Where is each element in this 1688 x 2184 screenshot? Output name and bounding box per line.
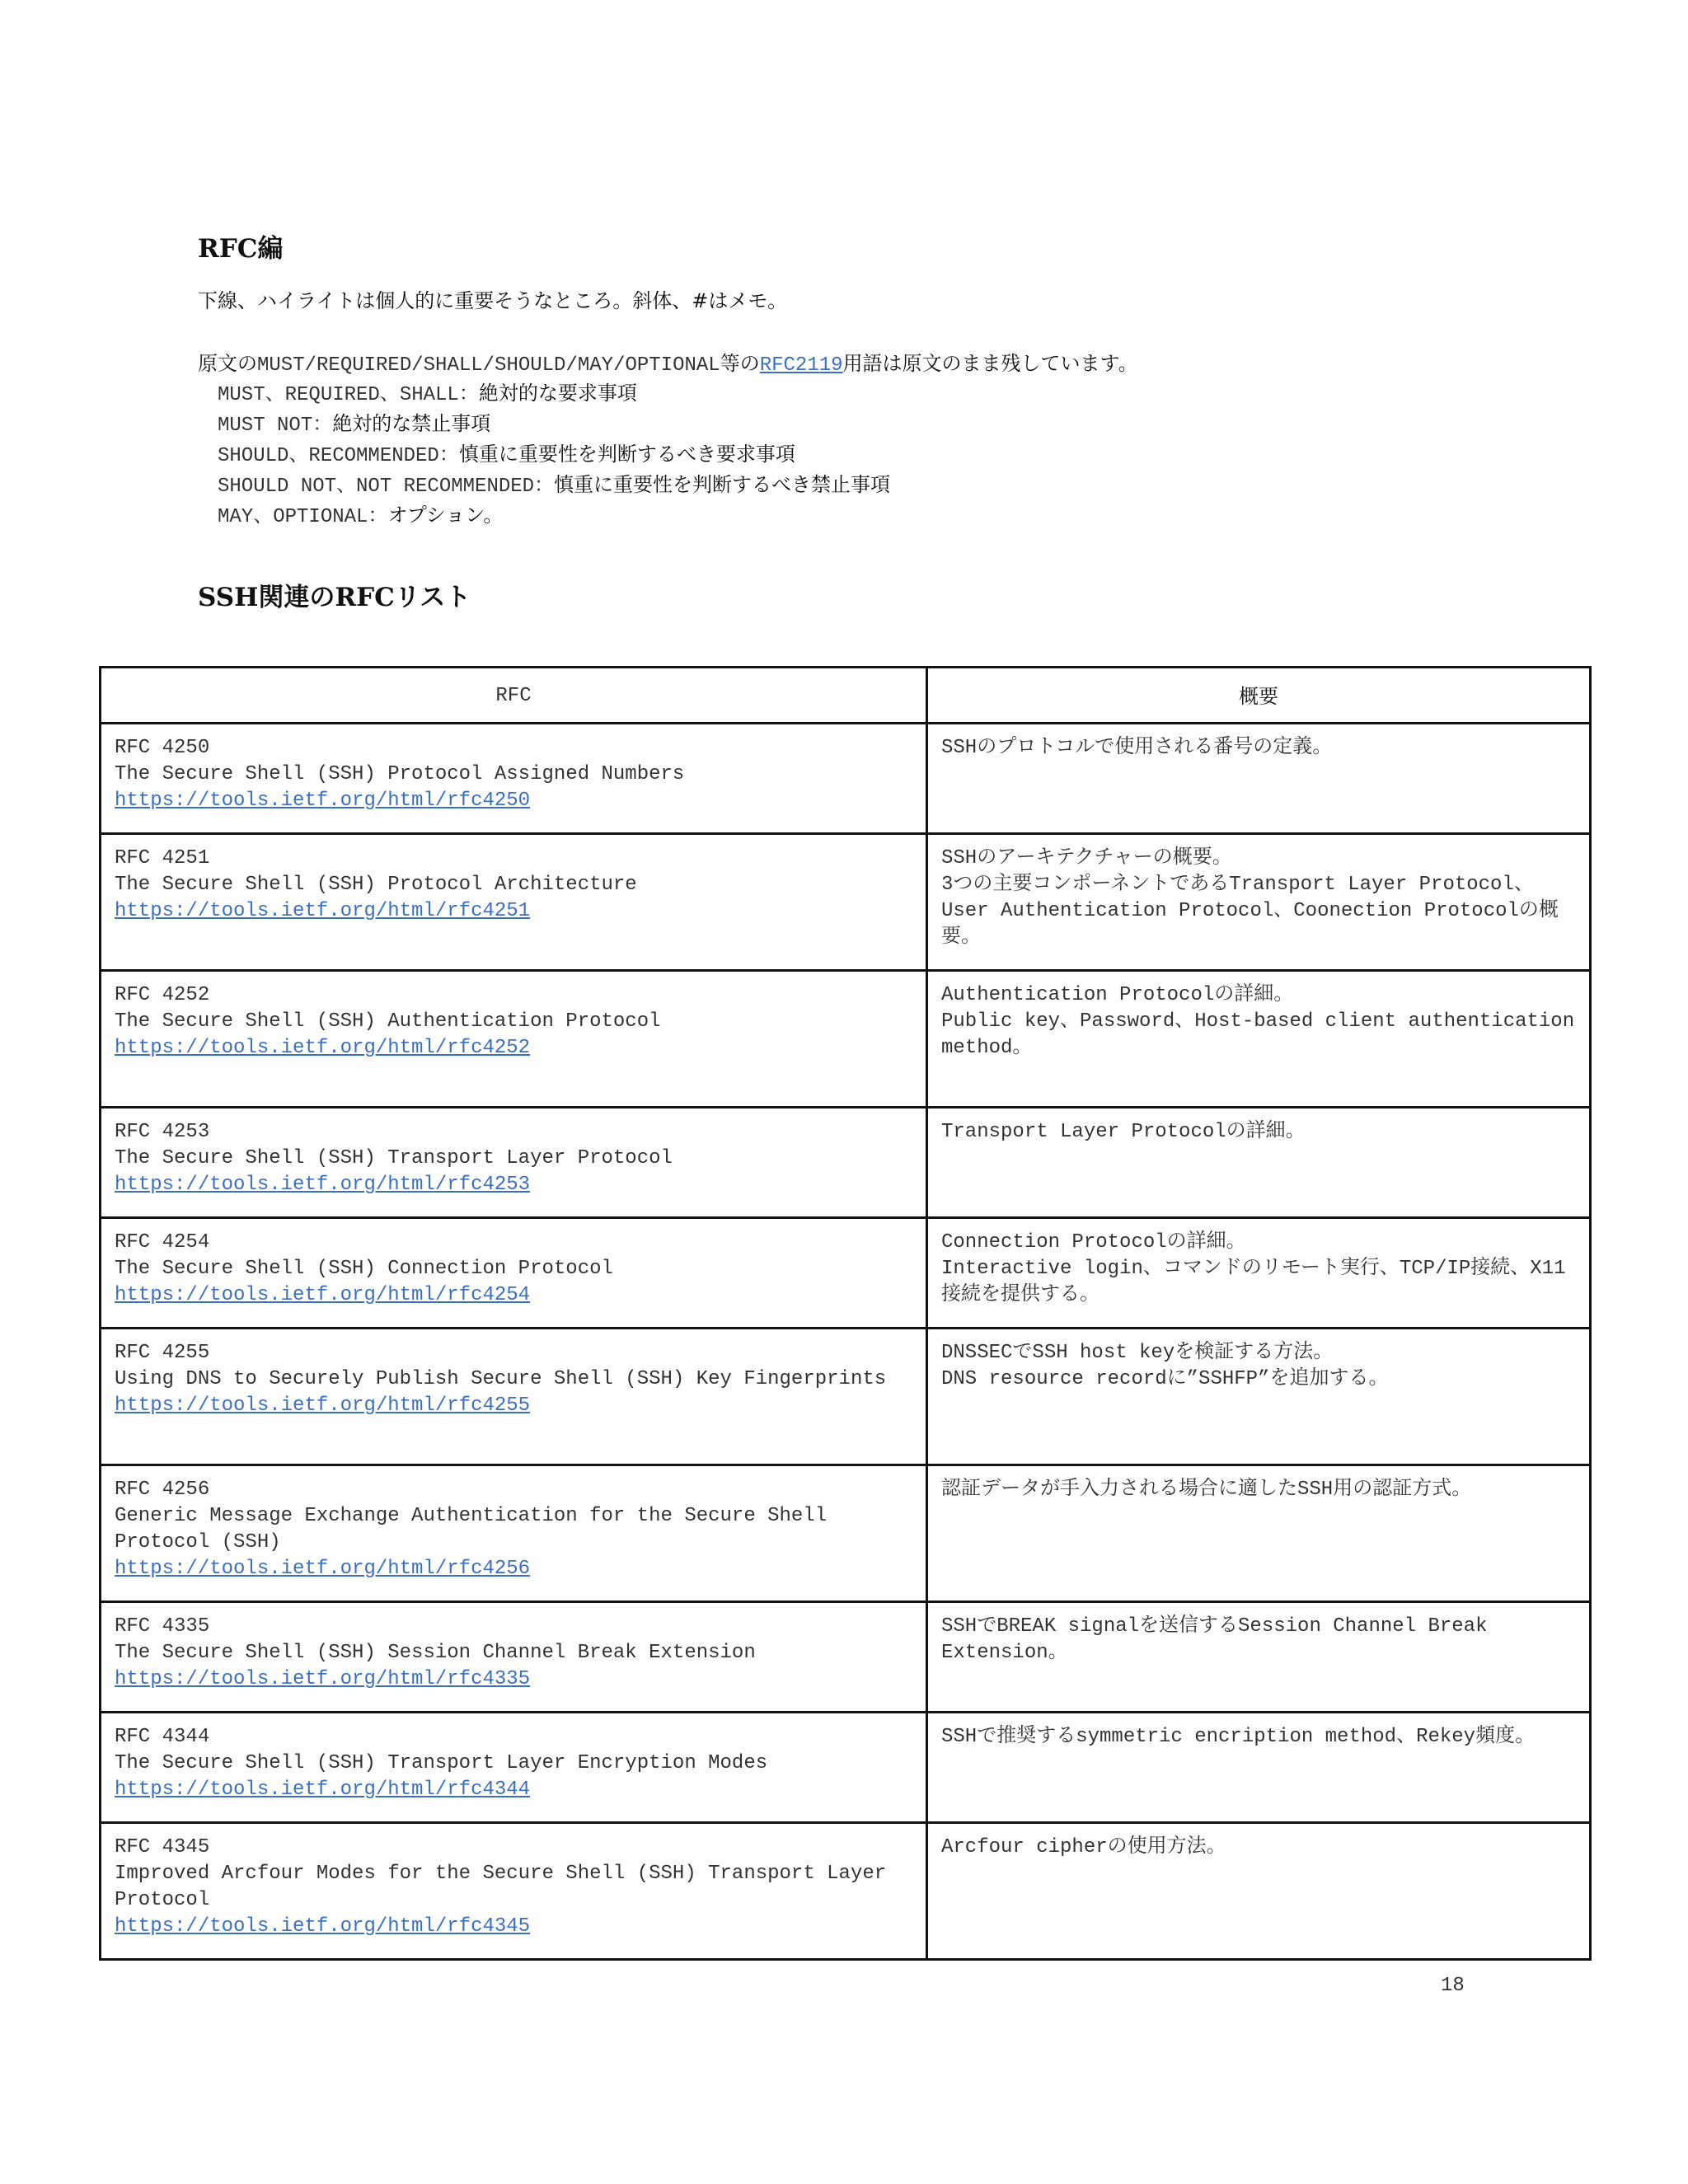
rfc-link[interactable]: https://tools.ietf.org/html/rfc4251	[115, 900, 531, 922]
table-row	[101, 1823, 1591, 1960]
rfc-cell	[101, 834, 927, 971]
rfc-link[interactable]: https://tools.ietf.org/html/rfc4252	[115, 1037, 531, 1059]
summary-cell: SSHで推奨するsymmetric encription method、Rekey頻度。	[927, 1713, 1591, 1823]
rfc-cell	[101, 1108, 927, 1218]
rfc-link[interactable]: https://tools.ietf.org/html/rfc4344	[115, 1779, 531, 1801]
rfc-cell	[101, 1823, 927, 1960]
summary-cell: Arcfour cipherの使用方法。	[927, 1823, 1591, 1960]
rfc-number: RFC 4255	[115, 1342, 210, 1364]
term-meaning: オプション。	[387, 504, 504, 527]
notation-prefix: 原文の	[198, 352, 257, 375]
rfc-link[interactable]: https://tools.ietf.org/html/rfc4250	[115, 790, 531, 812]
rfc-link[interactable]: https://tools.ietf.org/html/rfc4335	[115, 1668, 531, 1690]
rfc2119-link[interactable]: RFC2119	[759, 354, 843, 377]
rfc-title: Generic Message Exchange Authentication for the Secure Shell Protocol (SSH)	[115, 1505, 828, 1554]
rfc-table	[99, 666, 1592, 1961]
header-summary: 概要	[927, 668, 1591, 724]
rfc-number: RFC 4345	[115, 1836, 210, 1858]
rfc-title: The Secure Shell (SSH) Protocol Architecture	[115, 874, 637, 896]
table-row	[101, 1218, 1591, 1329]
summary-cell: 認証データが手入力される場合に適したSSH用の認証方式。	[927, 1465, 1591, 1602]
rfc-link[interactable]: https://tools.ietf.org/html/rfc4345	[115, 1915, 531, 1938]
rfc-link[interactable]: https://tools.ietf.org/html/rfc4255	[115, 1394, 531, 1417]
rfc-cell	[101, 1465, 927, 1602]
table-row	[101, 834, 1591, 971]
summary-cell: DNSSECでSSH host keyを検証する方法。 DNS resource recordに”SSHFP”を追加する。	[927, 1329, 1591, 1465]
rfc-number: RFC 4256	[115, 1479, 210, 1501]
rfc-number: RFC 4344	[115, 1726, 210, 1748]
summary-cell: SSHでBREAK signalを送信するSession Channel Break Extension。	[927, 1602, 1591, 1713]
rfc-link[interactable]: https://tools.ietf.org/html/rfc4254	[115, 1284, 531, 1306]
header-rfc: RFC	[101, 668, 927, 724]
summary-cell: SSHのプロトコルで使用される番号の定義。	[927, 724, 1591, 834]
summary-cell: Transport Layer Protocolの詳細。	[927, 1108, 1591, 1218]
table-row	[101, 971, 1591, 1108]
table-row	[101, 1713, 1591, 1823]
table-row	[101, 724, 1591, 834]
term-meaning: 絶対的な禁止事項	[332, 412, 491, 435]
table-row	[101, 1465, 1591, 1602]
term-keyword: SHOULD、RECOMMENDED：	[218, 445, 459, 467]
rfc-link[interactable]: https://tools.ietf.org/html/rfc4253	[115, 1174, 531, 1196]
summary-cell: Connection Protocolの詳細。 Interactive login、コマンドのリモート実行、TCP/IP接続、X11接続を提供する。	[927, 1218, 1591, 1329]
term-keyword: MUST NOT：	[218, 415, 333, 437]
notation-suffix: 用語は原文のまま残しています。	[842, 352, 1138, 375]
table-row	[101, 1108, 1591, 1218]
term-must	[218, 379, 637, 410]
table-row	[101, 1602, 1591, 1713]
rfc-number: RFC 4250	[115, 737, 210, 759]
rfc-number: RFC 4254	[115, 1231, 210, 1254]
rfc-number: RFC 4335	[115, 1615, 210, 1638]
rfc-title: The Secure Shell (SSH) Connection Protocol	[115, 1258, 613, 1280]
summary-cell: SSHのアーキテクチャーの概要。 3つの主要コンポーネントであるTransport Layer Protocol、User Authentication Protocol、Coonection Protocolの概要。	[927, 834, 1591, 971]
rfc-cell	[101, 1329, 927, 1465]
term-meaning: 慎重に重要性を判断するべき要求事項	[458, 443, 795, 466]
term-should-not	[218, 471, 890, 501]
term-keyword: MUST、REQUIRED、SHALL：	[218, 384, 479, 406]
term-should	[218, 440, 795, 471]
notation-terms: MUST/REQUIRED/SHALL/SHOULD/MAY/OPTIONAL	[257, 354, 720, 377]
rfc-link[interactable]: https://tools.ietf.org/html/rfc4256	[115, 1558, 531, 1580]
rfc-title: The Secure Shell (SSH) Authentication Protocol	[115, 1010, 661, 1033]
term-keyword: MAY、OPTIONAL：	[218, 506, 388, 528]
table-row	[101, 1329, 1591, 1465]
list-title: SSH関連のRFCリスト	[198, 583, 471, 612]
rfc-cell	[101, 1602, 927, 1713]
rfc-number: RFC 4252	[115, 984, 210, 1006]
rfc-title: The Secure Shell (SSH) Session Channel Break Extension	[115, 1642, 756, 1664]
term-meaning: 慎重に重要性を判断するべき禁止事項	[554, 473, 891, 496]
rfc-number: RFC 4251	[115, 847, 210, 869]
term-keyword: SHOULD NOT、NOT RECOMMENDED：	[218, 476, 555, 498]
notation-middle: 等の	[720, 352, 760, 375]
rfc-cell	[101, 1218, 927, 1329]
intro-text: 下線、ハイライトは個人的に重要そうなところ。斜体、#はメモ。	[198, 289, 788, 312]
rfc-title: The Secure Shell (SSH) Protocol Assigned Numbers	[115, 763, 685, 785]
rfc-cell	[101, 1713, 927, 1823]
rfc-cell	[101, 971, 927, 1108]
rfc-number: RFC 4253	[115, 1121, 210, 1143]
rfc-title: Improved Arcfour Modes for the Secure Shell (SSH) Transport Layer Protocol	[115, 1863, 887, 1911]
rfc-cell	[101, 724, 927, 834]
notation-text	[198, 349, 1138, 380]
summary-cell: Authentication Protocolの詳細。 Public key、Password、Host-based client authentication method。	[927, 971, 1591, 1108]
rfc-title: The Secure Shell (SSH) Transport Layer Encryption Modes	[115, 1752, 768, 1774]
section-title: RFC編	[198, 234, 284, 264]
term-must-not	[218, 410, 490, 440]
table-header-row	[101, 668, 1591, 724]
term-meaning: 絶対的な要求事項	[478, 382, 637, 405]
rfc-title: Using DNS to Securely Publish Secure Shell (SSH) Key Fingerprints	[115, 1368, 887, 1390]
term-may	[218, 501, 503, 532]
page-number: 18	[1441, 1975, 1465, 1997]
rfc-title: The Secure Shell (SSH) Transport Layer Protocol	[115, 1147, 673, 1169]
